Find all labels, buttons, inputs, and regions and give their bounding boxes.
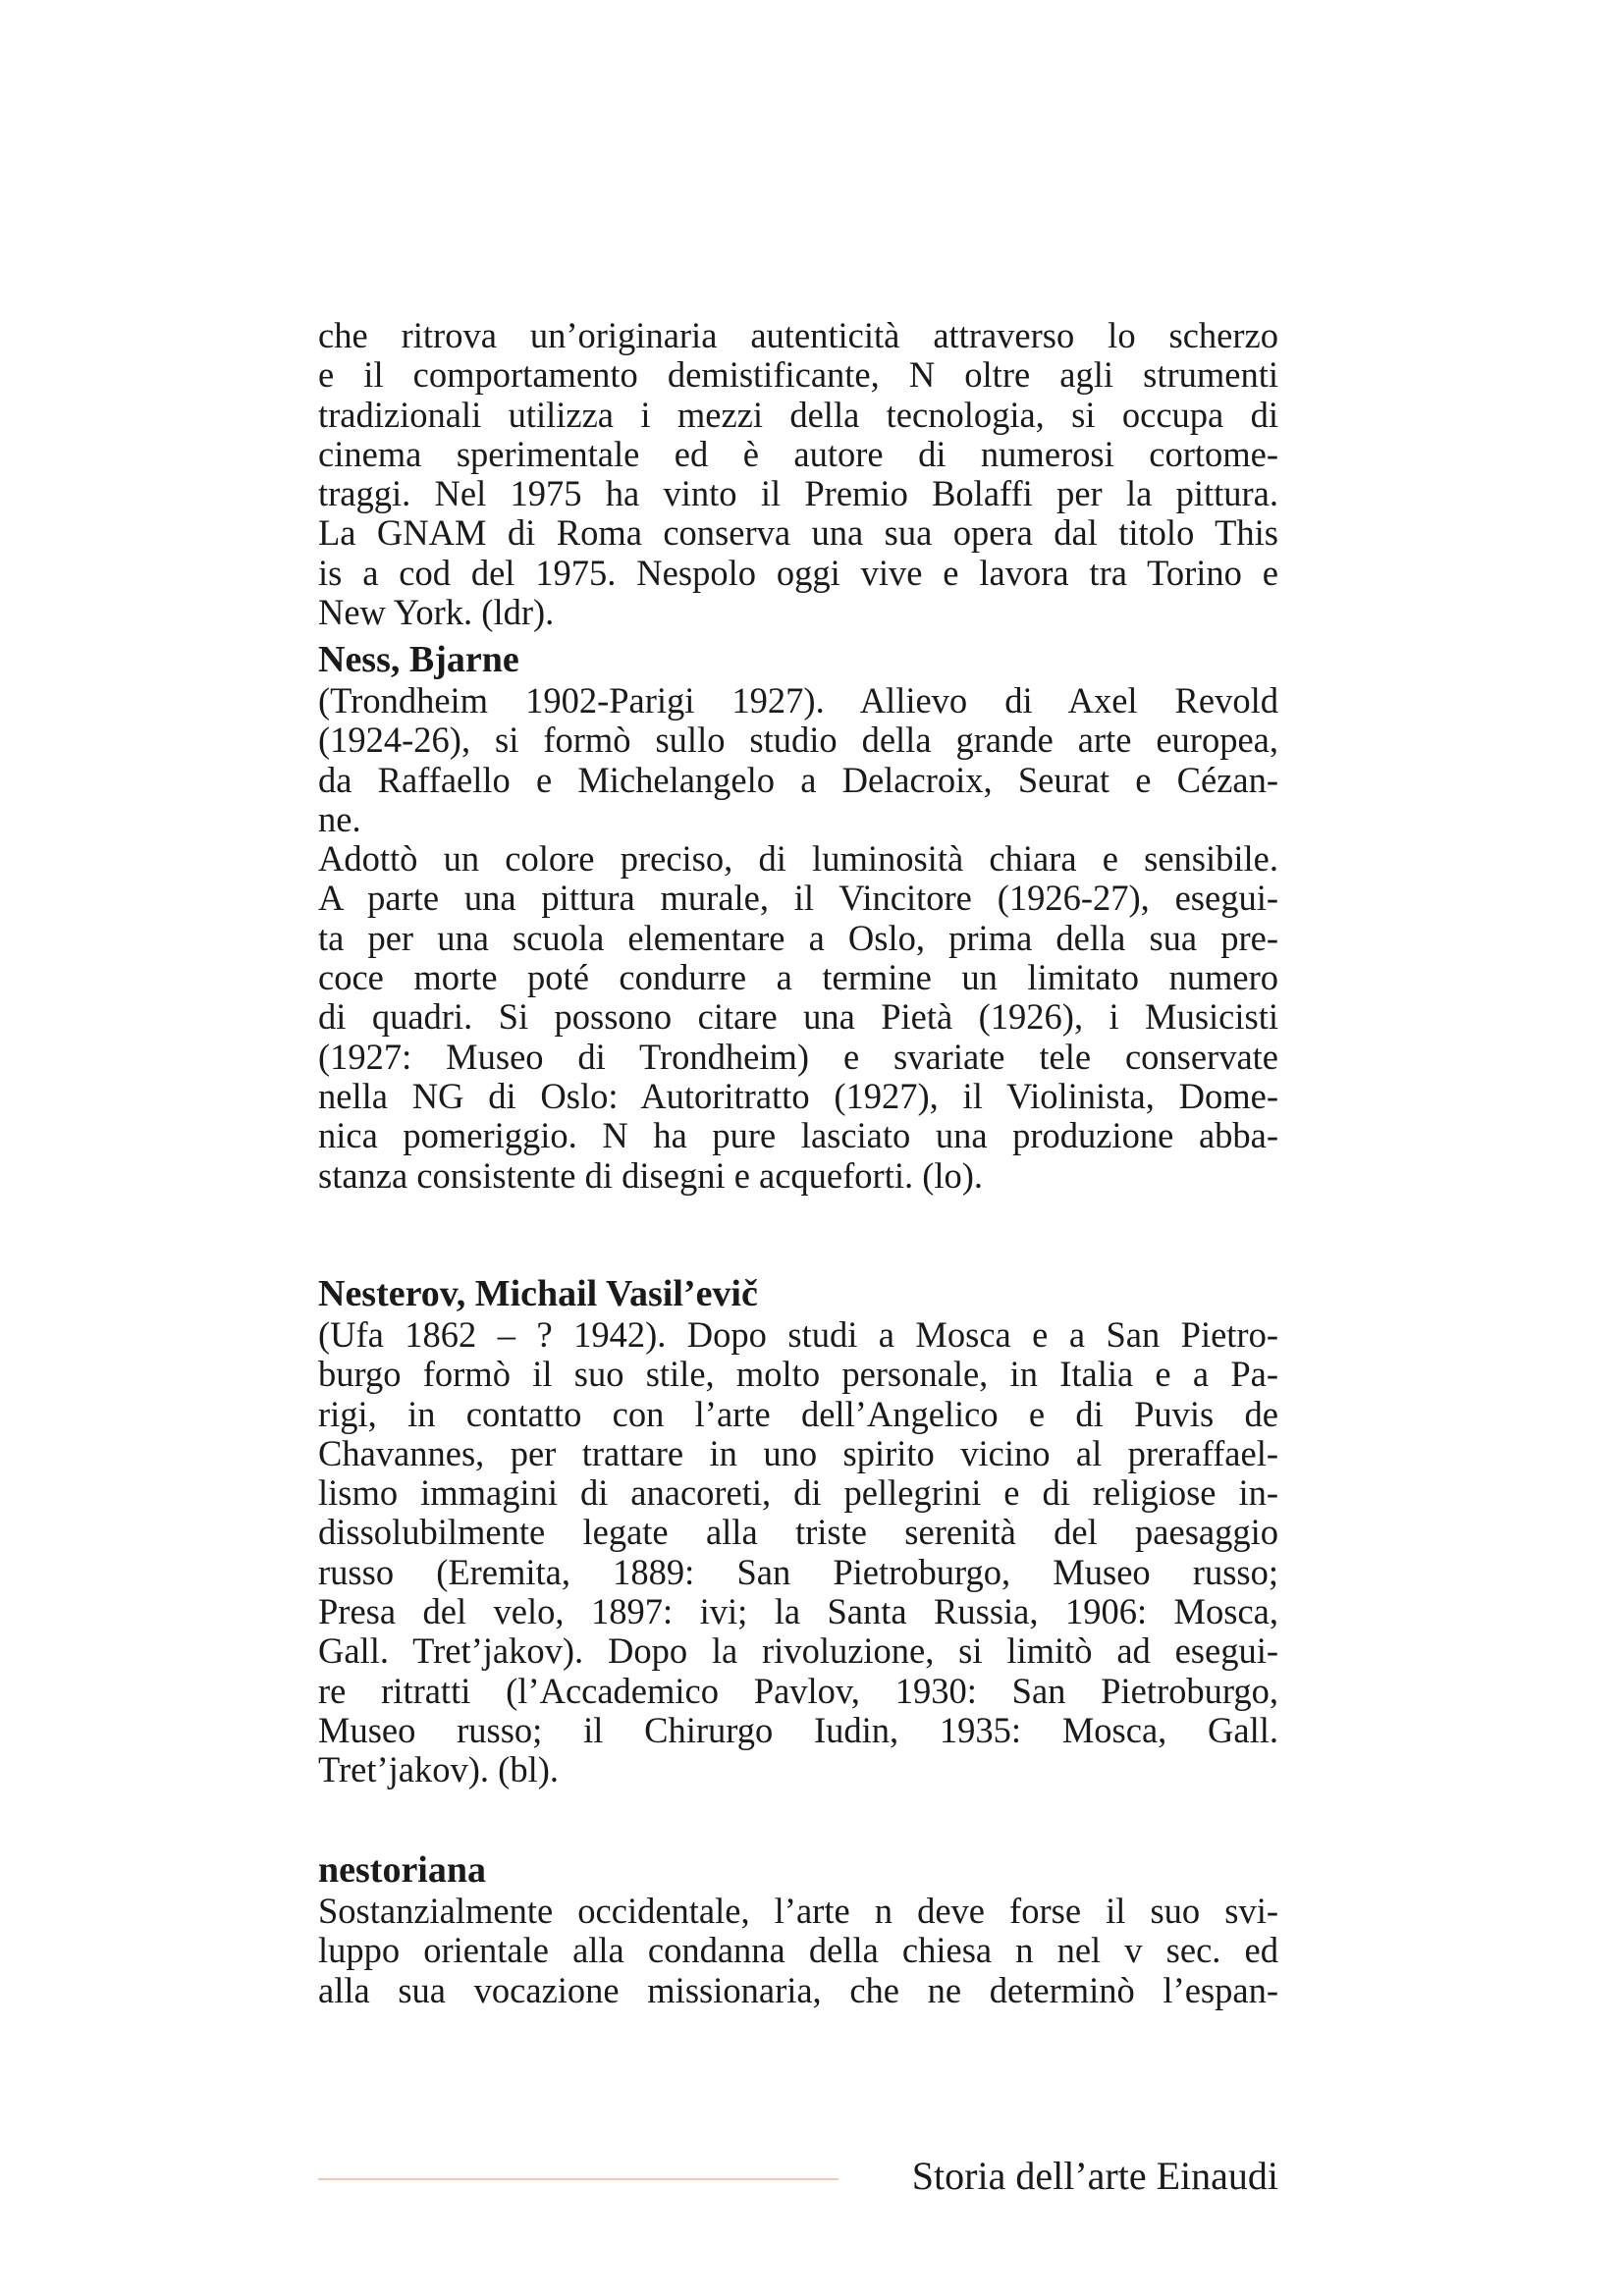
text-line: Sostanzialmente occidentale, l’arte n deve forse il suo svi-: [318, 1891, 1278, 1931]
text-line: Presa del velo, 1897: ivi; la Santa Russia, 1906: Mosca,: [318, 1591, 1278, 1632]
text-line: re ritratti (l’Accademico Pavlov, 1930: San Pietroburgo,: [318, 1670, 1278, 1711]
text-line: dissolubilmente legate alla triste serenità del paesaggio: [318, 1512, 1278, 1553]
text-line: traggi. Nel 1975 ha vinto il Premio Bolaffi per la pittura.: [318, 473, 1278, 514]
text-line: Museo russo; il Chirurgo Iudin, 1935: Mosca, Gall.: [318, 1709, 1278, 1750]
text-line: alla sua vocazione missionaria, che ne determinò l’espan-: [318, 1969, 1278, 2010]
intro-paragraph: [318, 316, 1278, 632]
text-line: e il comportamento demistificante, N oltre agli strumenti: [318, 354, 1278, 396]
entry-nestoriana: [318, 1848, 1278, 2010]
text-line: russo (Eremita, 1889: San Pietroburgo, Museo russo;: [318, 1551, 1278, 1592]
text-line: ta per una scuola elementare a Oslo, prima della sua pre-: [318, 917, 1278, 958]
text-line: coce morte poté condurre a termine un limitato numero: [318, 957, 1278, 998]
entry-text: [318, 1315, 1278, 1790]
text-line: tradizionali utilizza i mezzi della tecnologia, si occupa di: [318, 394, 1278, 435]
text-line: La GNAM di Roma conserva una sua opera dal titolo This: [318, 512, 1278, 554]
text-line: Adottò un colore preciso, di luminosità chiara e sensibile.: [318, 838, 1278, 880]
entry-text: [318, 1892, 1278, 2010]
entry-heading: Ness, Bjarne: [318, 639, 519, 680]
text-line: New York. (ldr).: [318, 592, 555, 633]
text-line: Tret’jakov). (bl).: [318, 1749, 559, 1790]
entry-text: [318, 681, 1278, 1196]
text-line: ne.: [318, 798, 361, 839]
text-line: nica pomeriggio. N ha pure lasciato una produzione abba-: [318, 1115, 1278, 1156]
text-line: is a cod del 1975. Nespolo oggi vive e lavora tra Torino e: [318, 552, 1278, 593]
text-line: rigi, in contatto con l’arte dell’Angelico e di Puvis de: [318, 1393, 1278, 1434]
text-line: nella NG di Oslo: Autoritratto (1927), il Violinista, Dome-: [318, 1075, 1278, 1116]
entry-ness-bjarne: [318, 638, 1278, 1196]
footer-publisher: Storia dell’arte Einaudi: [911, 2154, 1278, 2198]
text-line: (1927: Museo di Trondheim) e svariate tele conservate: [318, 1036, 1278, 1077]
text-line: luppo orientale alla condanna della chiesa n nel v sec. ed: [318, 1930, 1278, 1971]
entry-nesterov: [318, 1272, 1278, 1790]
text-line: di quadri. Si possono citare una Pietà (1926), i Musicisti: [318, 996, 1278, 1038]
text-line: che ritrova un’originaria autenticità attraverso lo scherzo: [318, 315, 1278, 355]
text-line: A parte una pittura murale, il Vincitore (1926-27), esegui-: [318, 878, 1278, 919]
text-line: da Raffaello e Michelangelo a Delacroix, Seurat e Cézan-: [318, 759, 1278, 800]
text-line: (Trondheim 1902-Parigi 1927). Allievo di Axel Revold: [318, 680, 1278, 721]
text-line: (1924-26), si formò sullo studio della grande arte europea,: [318, 720, 1278, 761]
text-line: cinema sperimentale ed è autore di numerosi cortome-: [318, 433, 1278, 474]
text-line: lismo immagini di anacoreti, di pellegrini e di religiose in-: [318, 1472, 1278, 1514]
text-line: stanza consistente di disegni e acqueforti. (lo).: [318, 1154, 984, 1196]
text-line: (Ufa 1862 – ? 1942). Dopo studi a Mosca e a San Pietro-: [318, 1314, 1278, 1355]
entry-heading: nestoriana: [318, 1849, 486, 1891]
text-line: Gall. Tret’jakov). Dopo la rivoluzione, si limitò ad esegui-: [318, 1630, 1278, 1672]
text-line: burgo formò il suo stile, molto personale, in Italia e a Pa-: [318, 1354, 1278, 1395]
entry-heading: Nesterov, Michail Vasil’evič: [318, 1273, 758, 1314]
text-line: Chavannes, per trattare in uno spirito vicino al preraffael-: [318, 1432, 1278, 1473]
intro-lines: [318, 316, 1278, 632]
footer-rule: [318, 2178, 839, 2180]
